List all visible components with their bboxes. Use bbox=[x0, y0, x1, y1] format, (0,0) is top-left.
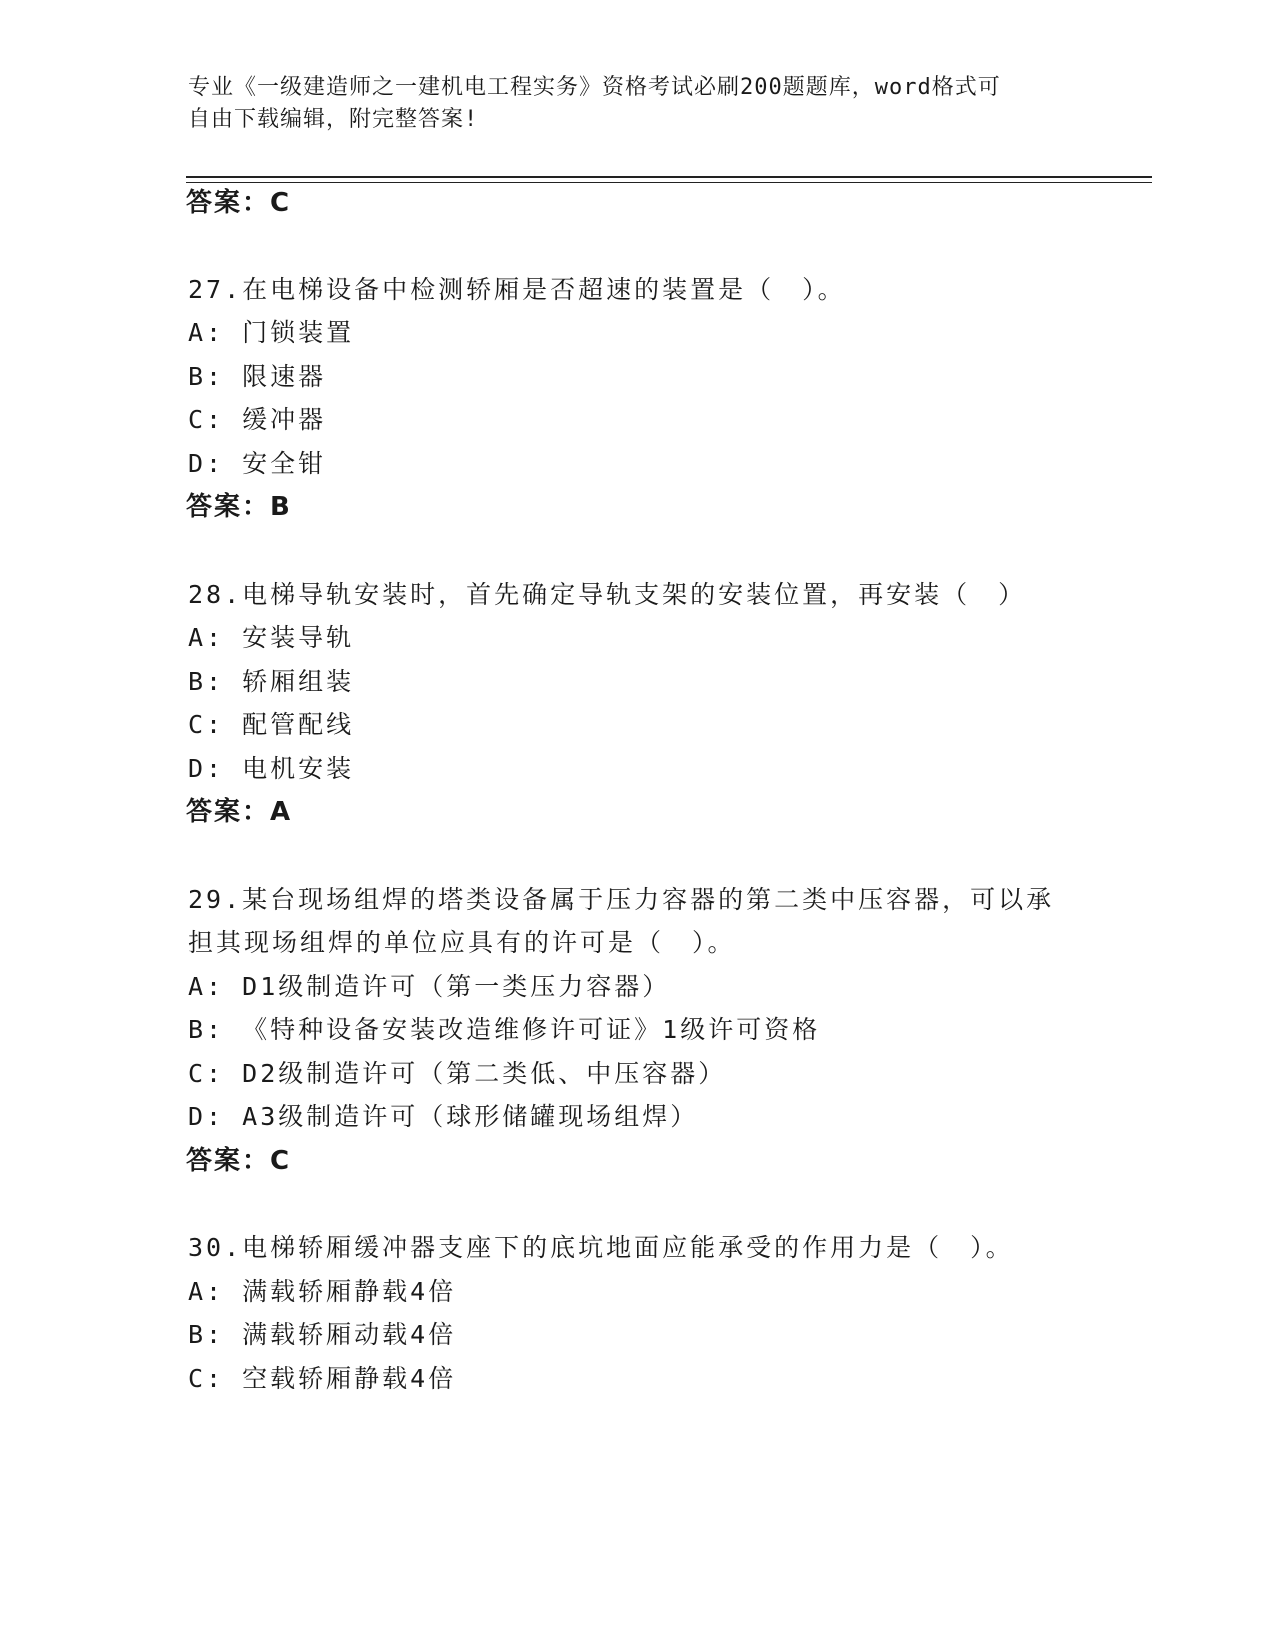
previous-answer: 答案：C bbox=[186, 188, 292, 218]
question-29-option-a: A: D1级制造许可（第一类压力容器） bbox=[188, 972, 671, 1001]
document-header bbox=[188, 72, 1088, 136]
question-29-option-c: C: D2级制造许可（第二类低、中压容器） bbox=[188, 1059, 727, 1088]
header-divider-thick bbox=[186, 176, 1152, 178]
question-29-stem-line-2: 担其现场组焊的单位应具有的许可是（ ）。 bbox=[188, 928, 736, 957]
question-28-stem: 28.电梯导轨安装时，首先确定导轨支架的安装位置，再安装（ ） bbox=[188, 580, 1027, 609]
question-29-answer: 答案：C bbox=[186, 1146, 292, 1176]
question-27-option-a: A: 门锁装置 bbox=[188, 318, 355, 347]
question-30-stem: 30.电梯轿厢缓冲器支座下的底坑地面应能承受的作用力是（ ）。 bbox=[188, 1233, 1014, 1262]
question-30-option-b: B: 满载轿厢动载4倍 bbox=[188, 1320, 457, 1349]
question-28-option-a: A: 安装导轨 bbox=[188, 623, 355, 652]
header-line-1: 专业《一级建造师之一建机电工程实务》资格考试必刷200题题库，word格式可 bbox=[188, 75, 1001, 100]
question-27-option-c: C: 缓冲器 bbox=[188, 405, 327, 434]
question-28-option-d: D: 电机安装 bbox=[188, 754, 355, 783]
question-27-answer: 答案：B bbox=[186, 492, 292, 522]
question-29-option-b: B: 《特种设备安装改造维修许可证》1级许可资格 bbox=[188, 1015, 821, 1044]
question-28-answer: 答案：A bbox=[186, 797, 293, 827]
question-30-option-c: C: 空载轿厢静载4倍 bbox=[188, 1364, 457, 1393]
question-27-option-d: D: 安全钳 bbox=[188, 449, 327, 478]
header-divider-thin bbox=[186, 182, 1152, 183]
question-28-option-b: B: 轿厢组装 bbox=[188, 667, 355, 696]
question-27-stem: 27.在电梯设备中检测轿厢是否超速的装置是（ ）。 bbox=[188, 275, 846, 304]
question-29-stem-line-1: 29.某台现场组焊的塔类设备属于压力容器的第二类中压容器，可以承 bbox=[188, 885, 1055, 914]
question-27-option-b: B: 限速器 bbox=[188, 362, 327, 391]
header-line-2: 自由下载编辑，附完整答案! bbox=[188, 107, 479, 132]
question-28-option-c: C: 配管配线 bbox=[188, 710, 355, 739]
question-29-option-d: D: A3级制造许可（球形储罐现场组焊） bbox=[188, 1102, 699, 1131]
question-30-option-a: A: 满载轿厢静载4倍 bbox=[188, 1277, 457, 1306]
